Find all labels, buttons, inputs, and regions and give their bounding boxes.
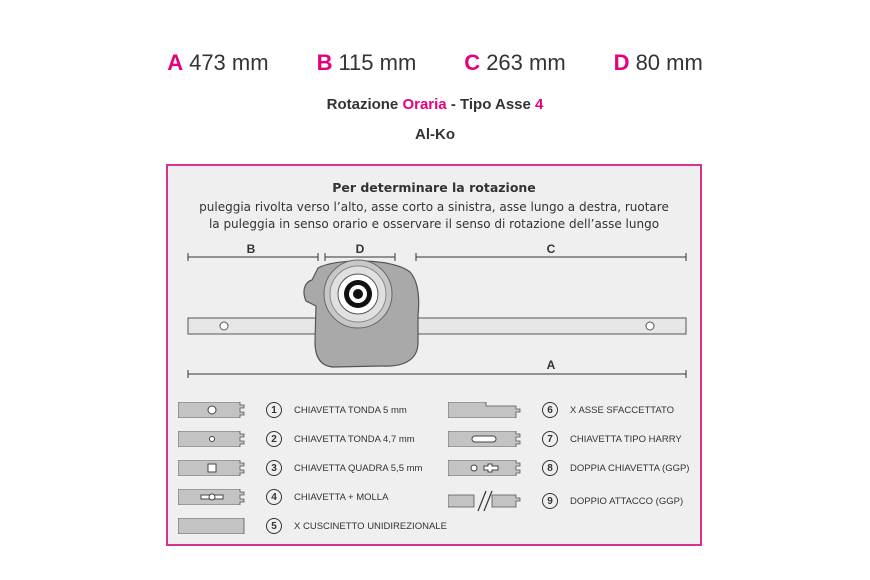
subtitle-prefix: Rotazione [326,96,399,113]
dimension-letter: C [464,50,481,75]
legend-item [448,402,674,418]
legend-label: CHIAVETTA TIPO HARRY [570,433,682,445]
panel-title: Per determinare la rotazione [332,180,536,195]
dimension-c [464,50,565,76]
legend-item [178,489,388,505]
legend-number: 6 [542,402,558,418]
key-spring-icon [178,489,248,505]
legend-label: X ASSE SFACCETTATO [570,404,674,416]
dimension-b [317,50,417,76]
legend-number: 7 [542,431,558,447]
legend-label: DOPPIA CHIAVETTA (GGP) [570,462,690,474]
legend-number: 3 [266,460,282,476]
dimension-letter: D [613,50,630,75]
legend-label: CHIAVETTA + MOLLA [294,491,389,503]
double-mount-icon [448,489,524,513]
legend-item [178,402,407,418]
panel-description-line: puleggia rivolta verso l’alto, asse corto a sinistra, asse lungo a destra, ruotare [199,200,669,214]
label-c: C [546,242,556,256]
legend-number: 8 [542,460,558,476]
double-key-icon [448,460,524,476]
label-d: D [355,242,365,256]
dimension-value: 263 mm [486,50,566,75]
dimension-letter: A [167,50,184,75]
legend-number: 4 [266,489,282,505]
legend-item [178,518,447,534]
harry-key-icon [448,431,524,447]
dimension-letter: B [316,50,333,75]
dimension-value: 115 mm [338,50,417,75]
legend-label: CHIAVETTA TONDA 4,7 mm [294,433,415,445]
legend-number: 5 [266,518,282,534]
subtitle-middle: - Tipo Asse [450,96,531,113]
legend-label: CHIAVETTA TONDA 5 mm [294,404,407,416]
dimension-a [167,50,268,76]
round-key-4-7mm-icon [178,431,248,447]
legend-number: 1 [266,402,282,418]
rotation-subtitle [0,96,870,113]
legend-item [448,460,689,476]
brand-name: Al-Ko [415,126,455,143]
legend-number: 9 [542,493,558,509]
round-key-5mm-icon [178,402,248,418]
legend-label: X CUSCINETTO UNIDIREZIONALE [294,520,447,532]
faceted-shaft-icon [448,402,524,418]
panel-description-line: la puleggia in senso orario e osservare il senso di rotazione dell’asse lungo [208,217,660,231]
legend-number: 2 [266,431,282,447]
dimension-value: 80 mm [635,50,703,75]
label-a: A [546,358,556,372]
one-way-bearing-icon [178,518,248,534]
dimension-d [614,50,703,76]
legend-label: CHIAVETTA QUADRA 5,5 mm [294,462,423,474]
rotation-panel [166,164,702,546]
legend-item [178,431,415,447]
legend-item [448,489,683,513]
square-key-icon [178,460,248,476]
dimensions-row [0,50,870,76]
label-b: B [246,242,256,256]
legend-label: DOPPIO ATTACCO (GGP) [570,495,684,507]
rotation-direction: Oraria [402,96,447,113]
dimension-value: 473 mm [189,50,269,75]
legend-item [178,460,422,476]
legend-item [448,431,682,447]
axis-type: 4 [535,96,544,113]
key-legend [168,166,700,544]
